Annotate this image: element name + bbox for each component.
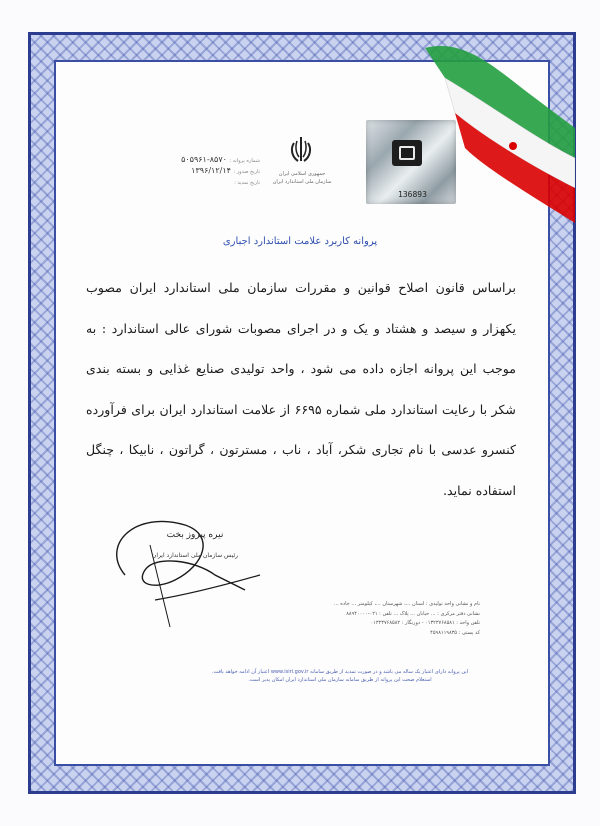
hologram-serial: 136893: [398, 190, 427, 199]
footer-line: نام و نشانی واحد تولیدی : استان ...، شهرستان ...، کیلومتر ... جاده ...: [333, 601, 480, 607]
footer-note: استعلام صحت این پروانه از طریق سامانه سازمان ملی استاندارد ایران امکان پذیر است.: [248, 677, 432, 683]
issuer-header: [262, 170, 342, 186]
date-value: ۱۳۹۶/۱۲/۱۴: [191, 166, 231, 175]
footer-notes: [150, 668, 530, 684]
number-value: ۸۵۷۰-۵۰۵۹۶۱: [181, 155, 227, 164]
footer-line: نشانی دفتر مرکزی : ... خیابان ... پلاک ... تلفن : ۰۲۱-۸۸۹۴۰۰۰۰: [346, 610, 480, 617]
signatory-name: نیره پیروز بخت: [166, 530, 224, 540]
certificate-title: پروانه کاربرد علامت استاندارد اجباری: [222, 236, 378, 247]
expiry-label: تاریخ تمدید :: [234, 180, 260, 186]
issuer-org: سازمان ملی استاندارد ایران: [272, 179, 332, 185]
certificate-body: براساس قانون اصلاح قوانین و مقررات سازمان ملی استاندارد ایران مصوب یکهزار و سیصد و هشتاد و یک و در اجرای مصوبات شورای عالی استاندارد : به موجب این پروانه اجازه داده می شود ، واحد تولیدی صنایع غذایی و بسته بندی شکر با رعایت استاندارد ملی شماره ۶۶۹۵ از علامت استاندارد ایران برای فرآورده کنسرو عدسی با نام تجاری شکر، آباد ، ناب ، مسترتون ، گراتون ، نابیکا ، چنگل استفاده نماید.: [86, 280, 516, 498]
footer-note: این پروانه دارای اعتبار یک ساله می باشد و در صورت تمدید از طریق سامانه www.isiri.gov.ir اعتبار آن ادامه خواهد یافت.: [212, 669, 468, 675]
iran-emblem-icon: [288, 135, 314, 165]
issuer-country: جمهوری اسلامی ایران: [278, 171, 326, 177]
footer-line: کد پستی : ۴۵۹۸۱۱۹۸۳۵: [430, 629, 480, 636]
signatory-title: رئیس سازمان ملی استاندارد ایران: [151, 552, 239, 559]
standard-logo-icon: [392, 140, 422, 166]
certificate-meta: [160, 155, 260, 188]
number-label: شماره پروانه :: [229, 158, 260, 164]
footer-line: تلفن واحد : ۰۱۳۲۳۷۶۸۵۸۱ - دورنگار : ۰۱۳۲۳۷۶۸۵۸۲: [370, 620, 480, 626]
certificate-footer: [150, 600, 480, 638]
date-label: تاریخ صدور :: [233, 169, 260, 175]
